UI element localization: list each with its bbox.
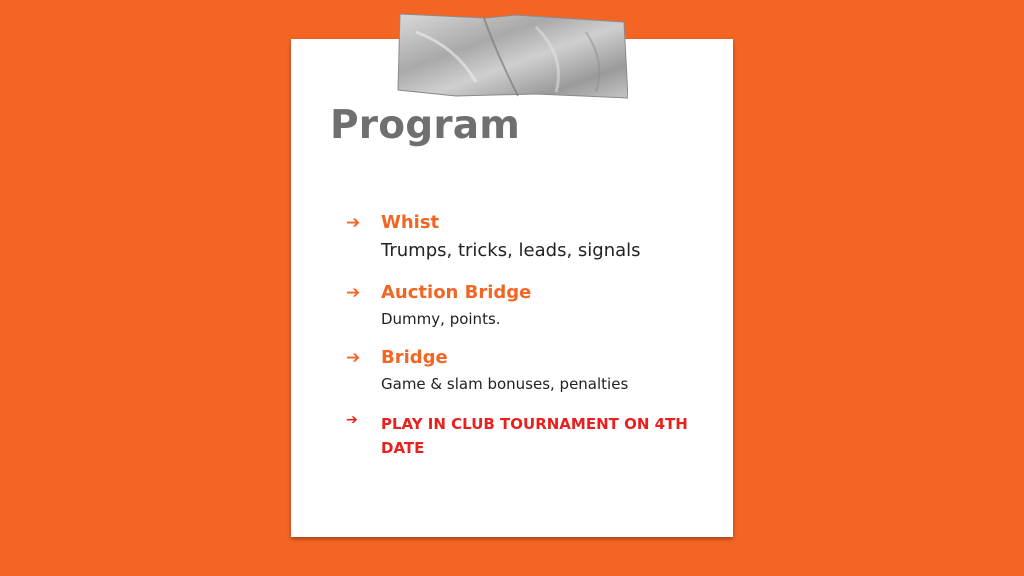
slide-title: Program	[330, 103, 521, 148]
item-description: Game & slam bonuses, penalties	[381, 375, 629, 393]
item-heading-highlight: PLAY IN CLUB TOURNAMENT ON 4TH DATE	[381, 415, 688, 457]
item-description: Trumps, tricks, leads, signals	[381, 240, 641, 261]
item-heading: Bridge	[381, 347, 448, 368]
item-heading: Whist	[381, 212, 440, 233]
arrow-icon: ➔	[346, 348, 361, 368]
arrow-icon: ➔	[346, 412, 358, 428]
arrow-icon: ➔	[346, 283, 361, 303]
tape-image	[396, 12, 628, 100]
item-description: Dummy, points.	[381, 310, 501, 328]
item-heading: Auction Bridge	[381, 282, 532, 303]
arrow-icon: ➔	[346, 213, 361, 233]
